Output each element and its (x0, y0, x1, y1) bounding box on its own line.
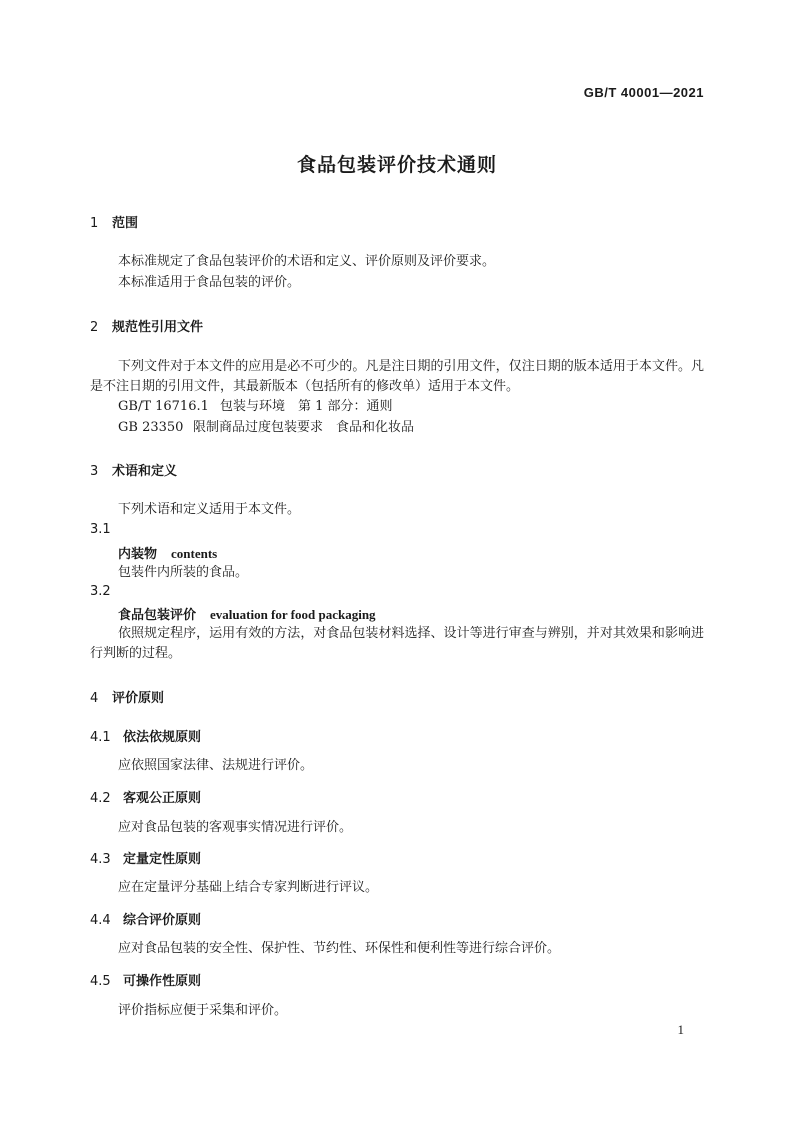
paragraph: 本标准适用于食品包装的评价。 (118, 275, 301, 290)
section-2-heading (90, 316, 203, 335)
reference-title: 限制商品过度包装要求 食品和化妆品 (193, 420, 415, 435)
term-entry (118, 543, 217, 562)
paragraph: 评价指标应便于采集和评价。 (118, 1003, 288, 1018)
reference-title: 包装与环境 第 1 部分：通则 (220, 399, 393, 414)
term-definition: 依照规定程序，运用有效的方法，对食品包装材料选择、设计等进行审查与辨别，并对其效果和影响进行判断的过程。 (90, 626, 704, 661)
normative-reference (118, 418, 704, 438)
paragraph: 应在定量评分基础上结合专家判断进行评议。 (118, 880, 379, 895)
paragraph: 应对食品包装的客观事实情况进行评价。 (118, 820, 353, 835)
subsection-title: 定量定性原则 (123, 852, 202, 867)
reference-code: GB 23350 (118, 420, 184, 435)
subsection-heading (90, 909, 201, 928)
subsection-title: 可操作性原则 (123, 974, 202, 989)
subsection-number: 4.1 (90, 730, 111, 745)
paragraph: 应依照国家法律、法规进行评价。 (118, 758, 314, 773)
section-1-heading (90, 212, 138, 231)
paragraph: 应对食品包装的安全性、保护性、节约性、环保性和便利性等进行综合评价。 (118, 941, 561, 956)
normative-reference (118, 397, 704, 417)
section-title: 范围 (112, 216, 139, 231)
term-zh: 食品包装评价 (118, 608, 197, 623)
standard-number: GB/T 40001—2021 (583, 85, 704, 100)
document-title: 食品包装评价技术通则 (296, 154, 497, 176)
reference-code: GB/T 16716.1 (118, 399, 209, 414)
subsection-number: 4.5 (90, 974, 111, 989)
page-number: 1 (677, 1022, 684, 1037)
section-number: 3 (90, 464, 99, 479)
paragraph: 下列文件对于本文件的应用是必不可少的。凡是注日期的引用文件，仅注日期的版本适用于本文件。凡是不注日期的引用文件，其最新版本（包括所有的修改单）适用于本文件。 (90, 359, 704, 394)
term-zh: 内装物 (118, 547, 158, 562)
term-en: evaluation for food packaging (210, 607, 376, 622)
section-number: 1 (90, 216, 99, 231)
paragraph: 下列术语和定义适用于本文件。 (118, 502, 301, 517)
subsection-heading (90, 726, 201, 745)
subsection-title: 依法依规原则 (123, 730, 202, 745)
section-title: 术语和定义 (112, 464, 178, 479)
section-number: 4 (90, 691, 99, 706)
paragraph: 本标准规定了食品包装评价的术语和定义、评价原则及评价要求。 (118, 254, 496, 269)
section-3-heading (90, 460, 177, 479)
subsection-number: 4.3 (90, 852, 111, 867)
term-en: contents (171, 546, 218, 561)
subsection-title: 综合评价原则 (123, 913, 202, 928)
term-number: 3.2 (90, 584, 111, 599)
term-number: 3.1 (90, 522, 111, 537)
subsection-number: 4.4 (90, 913, 111, 928)
subsection-heading (90, 787, 201, 806)
term-definition: 包装件内所装的食品。 (118, 565, 249, 580)
subsection-title: 客观公正原则 (123, 791, 202, 806)
subsection-number: 4.2 (90, 791, 111, 806)
subsection-heading (90, 848, 201, 867)
term-entry (118, 604, 376, 623)
section-title: 评价原则 (112, 691, 165, 706)
section-number: 2 (90, 320, 99, 335)
section-title: 规范性引用文件 (112, 320, 204, 335)
subsection-heading (90, 970, 201, 989)
section-4-heading (90, 687, 164, 706)
